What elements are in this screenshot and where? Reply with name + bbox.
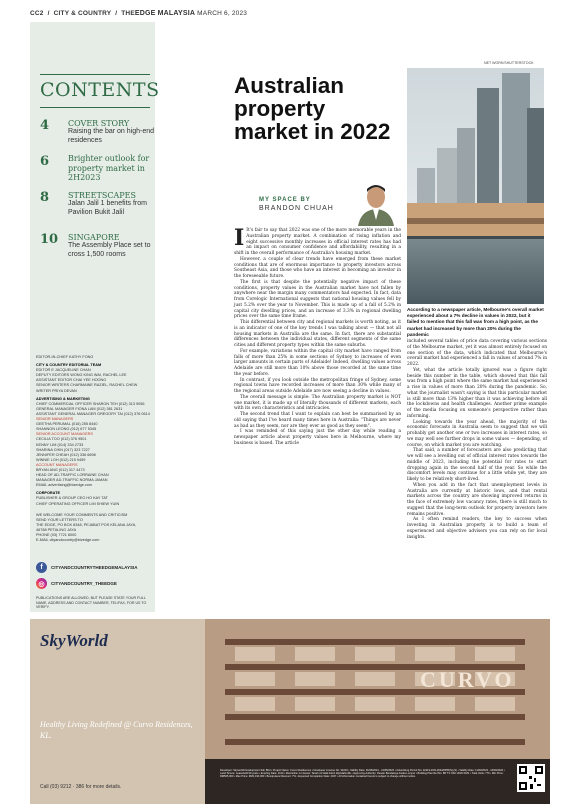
- ads-line: HEAD OF AD-TRAFFIC LORRAINE CHAN: [36, 473, 109, 478]
- ads-line: EMAIL advertising@bizedge.com: [36, 483, 93, 488]
- team-line: DEPUTY EDITORS WONG KING WAI, RACHEL LEE: [36, 373, 127, 378]
- author-photo: [353, 180, 399, 226]
- ads-line: JENNIFER CHEAH (012) 336 6698: [36, 452, 96, 457]
- article-paragraph: I was reminded of this saying just the other day while reading a newspaper article about property values here in Melbourne, where my business is based. The article: [234, 429, 401, 446]
- instagram-link[interactable]: [36, 578, 117, 589]
- contact-line: PHONE (03) 7721 8000: [36, 533, 77, 537]
- corp-line: PUBLISHER & GROUP CEO HO KAY TAT: [36, 496, 108, 501]
- corp-heading: CORPORATE: [36, 491, 60, 496]
- editor-in-chief: EDITOR-IN-CHIEF KATHY FONG: [36, 355, 94, 359]
- byline: [239, 189, 359, 224]
- corp-line: CHIEF OPERATING OFFICER LIM SHIEW YUIN: [36, 501, 120, 506]
- contents-page-number: 8: [40, 190, 50, 205]
- contents-page-number: 4: [40, 118, 50, 133]
- article-paragraph: For example, variations within the capital city market have ranged from falls of more than 25% in some sections of Sydney to increases of even larger amounts in certain parts of Adelaide! Indeed, dwelling values across Adelaide are still more than 10% above those recorded at the same time the year before.: [234, 348, 401, 377]
- contact-line: E-MAIL cityandcountry@bizedge.com: [36, 538, 100, 543]
- facebook-handle: CITYANDCOUNTRYTHEEDGEMALAYSIA: [51, 565, 138, 570]
- team-line: EDITOR E JACQUELINE CHAN: [36, 368, 91, 373]
- qr-code-icon[interactable]: [517, 764, 545, 792]
- article-paragraph: When you add in the fact that unemployment levels in Australia are currently at historic lows, and that rental markets across the country are showing improved returns in the face of extremely low vacancy rates, there is still much to suggest that the long-term outlook for property investors here remains positive.: [407, 482, 547, 517]
- facebook-icon: f: [36, 562, 47, 573]
- byline-author: BRANDON CHUAH: [259, 205, 334, 212]
- staff-box: [36, 355, 154, 543]
- article-column-2: [407, 339, 547, 540]
- ads-line: KENNY LIM (014) 334 2733: [36, 442, 84, 447]
- article-paragraph: That said, a number of forecasters are also predicting that we will see a levelling out of official interest rates towards the middle of 2023, including the potential for rates to start dropping again in the second half of the year. So while the discomfort levels may continue for a little while yet, they are likely to be relatively short-lived.: [407, 448, 547, 482]
- ad-fine-print: Developer: Skyworld Development Sdn Bhd • Project Name: Curvo Residences • Developer License No: 32219 • Validity Date: 01/06/2021 - 31/05/2023 • Advertising Permit No: 32219-3/03-2024/0055(N)-(S) • Validity Date: 11/03/2023 - 10/03/2024 • Land Tenure: Leasehold 99 years • Expiring Date: 2119 • Restriction in Interest: Tanah ini tidak boleh dipindahmilik • Approving Authority: Dewan Bandaraya Kuala Lumpur • Building Plan Ref No: BP T2 OSC 2022 0181 • Total Units: 776 • Min Price: RM505,000 • Max Price: RM1,190,000 • Bumiputera Discount: 7% • Expected Completion Date: 2027 • All information contained herein is subject to change without notice.: [220, 769, 505, 779]
- ad-call-text: Call (03) 9212 · 386 for more details.: [40, 784, 122, 790]
- contents-item-desc: The Assembly Place set to cross 1,500 rooms: [68, 242, 151, 258]
- ads-line: CHIEF COMMERCIAL OFFICER SHARON TEH (012) 313 9056: [36, 401, 145, 406]
- article-paragraph: Looking towards the year ahead, the majority of the economic forecasts in Australia seem to suggest that we will probably get another one or two increases in interest rates, so we may well see further drops in some values — depending, of course, on which market you are watching.: [407, 419, 547, 448]
- contents-page-number: 10: [40, 232, 59, 247]
- contents-page-number: 6: [40, 154, 50, 169]
- drop-cap: I: [234, 225, 245, 251]
- skyworld-logo: SkyWorld: [40, 631, 108, 650]
- article-paragraph: However, a couple of clear trends have emerged from these market conditions that are of enormous importance to property investors across Southeast Asia, and those who have an interest in becoming an investor in the foreseeable future.: [234, 256, 401, 279]
- instagram-handle: CITYANDCOUNTRY_THEEDGE: [51, 581, 117, 586]
- contents-item-desc: Brighter outlook for property market in 2H2023: [68, 154, 150, 182]
- instagram-icon: ◎: [36, 578, 47, 589]
- ads-line: WINNIE LOH (012) 215 9459: [36, 457, 86, 462]
- article-paragraph: This differential between city and regional markets is worth noting, as it is an indicator of one of the key trends I was talking about — that not all housing markets in Australia are the same. In fact, there are substantial differences between the individual states, different segments of the same cities and different property types within the same suburbs.: [234, 320, 401, 348]
- ads-line: ACCOUNT MANAGERS: [36, 462, 78, 467]
- contents-item-desc: Jalan Jalil 1 benefits from Pavilion Bukit Jalil: [68, 200, 147, 216]
- article-column-1: [234, 225, 401, 447]
- ad-left-panel: [30, 619, 205, 804]
- ads-line: BRYAN ANG (012) 317 4473: [36, 467, 85, 472]
- ads-line: GENERAL MANAGER FIONA LAM (012) 381 2631: [36, 406, 123, 411]
- ad-tagline: Healthy Living Redefined @ Curvo Residences, KL.: [40, 720, 193, 740]
- publication-name: EDGE MALAYSIA: [134, 10, 196, 17]
- article-paragraph: The overall message is simple: The Australian property market is NOT one market, it is made up of literally thousands of different markets, each with its own characteristics and intricacies.: [234, 394, 401, 412]
- ads-line: ASSISTANT GENERAL MANAGER GREGORY TAI (012) 376 0614: [36, 411, 150, 416]
- article-paragraph: It's fair to say that 2022 was one of the more memorable years in the Australian property market. A combination of rising inflation and eight successive monthly increases in official interest rates has had an impact on consumer confidence and affordability, resulting in a shift in the overall performance of Australia's housing market.: [234, 228, 401, 256]
- facebook-link[interactable]: [36, 562, 138, 573]
- contents-title: CONTENTS: [40, 74, 150, 108]
- photo-credit: NET WORK/SHUTTERSTOCK: [484, 61, 534, 65]
- photo-caption: According to a newspaper article, Melbourne's overall market experienced about a 7% decline in values in 2022, but it failed to mention that this fall was from a high point, as the market had increased by more than 20% during the pandemic: [407, 307, 544, 337]
- article-paragraph: As I often remind readers, the key to success when investing in Australian property is to build a team of experienced and objective advisers you can rely on for local insights.: [407, 517, 547, 540]
- ads-heading: ADVERTISING & MARKETING: [36, 396, 90, 401]
- article-paragraph: Yet, what the article totally ignored was a figure right beside this number in the table, which showed that this fall was from a high point where the same market had experienced a rise in values of more than 20% during the pandemic. So, what the journalist wasn't saying is that this particular market is still more than 13% higher than it was achieving before all the lockdowns and health challenges. Another prime example of the media focusing on someone's perspective rather than informing.: [407, 367, 547, 419]
- contact-line: THE EDGE, PO BOX 8348, PEJABAT POS KELANA JAYA,: [36, 522, 137, 527]
- skyworld-advertisement[interactable]: [30, 619, 550, 804]
- issue-date: MARCH 6, 2023: [197, 10, 248, 17]
- contact-line: SEND YOUR LETTERS TO: [36, 517, 83, 522]
- ads-line: GEETHA PERUMAL (016) 255 8440: [36, 422, 98, 427]
- contents-item-title: SINGAPORE: [68, 233, 120, 242]
- article-photo: [407, 68, 544, 304]
- article-headline: Australian property market in 2022: [234, 73, 391, 144]
- ads-line: SHANNON LEONG (012) 677 5345: [36, 427, 97, 432]
- contact-line: 46788 PETALING JAYA: [36, 527, 77, 532]
- article-paragraph: In contrast, if you look outside the metropolitan fringe of Sydney, some regional towns have recorded increases of more than 30% while many of the regional areas outside Adelaide are now seeing a decline in values.: [234, 377, 401, 394]
- team-line: ASSISTANT EDITOR CHAI YEE HOONG: [36, 378, 107, 383]
- article-paragraph: included several tables of price data covering various sections of the Melbourne market, yet it was almost entirely focused on one section of the data, which indicated that Melbourne's overall market had experienced a fall in values of around 7% in 2022.: [407, 339, 547, 367]
- team-line: WRITER PRIYA DEVAN: [36, 388, 77, 393]
- author-portrait-image: [353, 180, 399, 226]
- contents-item-title: COVER STORY: [68, 119, 130, 128]
- contact-line: WE WELCOME YOUR COMMENTS AND CRITICISM: [36, 512, 128, 517]
- team-line: SENIOR WRITERS CHARMAINE RAZIEL, RACHEL CHEW: [36, 383, 138, 388]
- section-name: CITY & COUNTRY: [53, 10, 112, 17]
- contents-item-desc: Raising the bar on high-end residences: [68, 128, 155, 144]
- article-paragraph: The second trend that I want to explain can best be summarised by an old saying that I've heard many times here in Australia: "Things are never as bad as they seem, nor are they ever as good as they seem".: [234, 412, 401, 429]
- curvo-sign: CURVO: [420, 667, 515, 692]
- ads-line: MANAGER AD-TRAFFIC NORMA JAMAN: [36, 478, 108, 483]
- publication-prefix: THE: [121, 10, 135, 17]
- page-header: CC2 / CITY & COUNTRY / THEEDGE MALAYSIA MARCH 6, 2023: [30, 10, 248, 17]
- ads-line: SHARINA CHIN (017) 323 7227: [36, 447, 90, 452]
- publication-note: PUBLICATIONS ARE ALLOWED, BUT PLEASE STATE YOUR FULL NAME, ADDRESS AND CONTACT NUMBER, TEL/FAX, FOR US TO VERIFY.: [36, 596, 147, 610]
- page-number: CC2: [30, 10, 44, 17]
- byline-label: MY SPACE BY: [259, 197, 311, 203]
- ads-line: SENIOR ACCOUNT MANAGERS: [36, 432, 93, 437]
- contents-item-title: STREETSCAPES: [68, 191, 136, 200]
- team-heading: CITY & COUNTRY EDITORIAL TEAM: [36, 363, 102, 368]
- melbourne-skyline-image: [407, 68, 544, 304]
- ads-line: SENIOR MANAGERS: [36, 417, 74, 422]
- article-paragraph: The first is that despite the potentially negative impact of these conditions, property values in the Australian market have not fallen by anywhere near the margin many commentators had expected. In fact, data from Corelogic International suggests that national housing values fell by just 5.2% over the year to November. This is made up of a fall of 5.2% in capital city dwelling prices, and an increase of 3.3% in regional dwelling prices over the same time frame.: [234, 279, 401, 320]
- ads-line: CECILIA TOO (012) 376 9501: [36, 437, 87, 442]
